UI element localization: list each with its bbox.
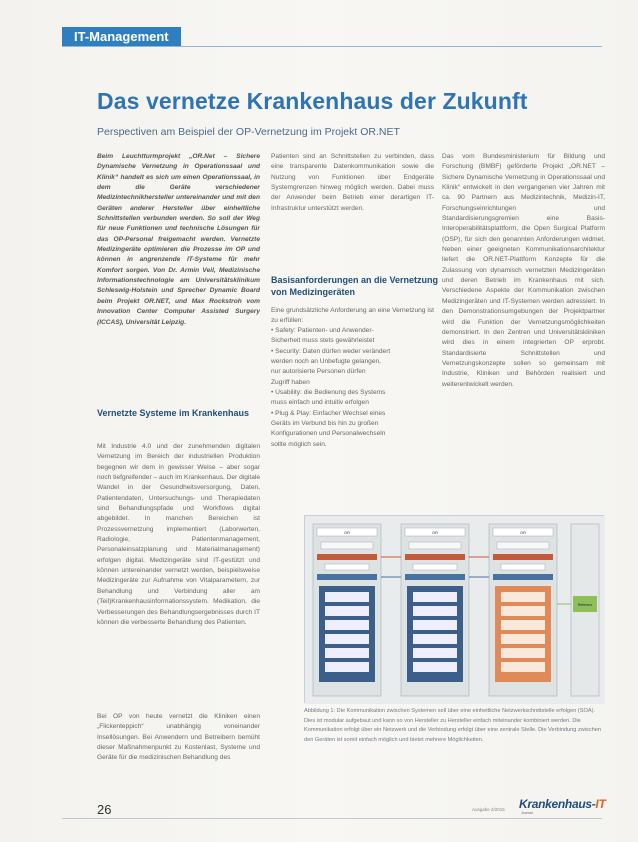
footer-rule <box>62 818 602 819</box>
list-item: • Usability: die Bedienung des Systems <box>271 389 386 397</box>
diagram-box-label: OR <box>520 530 526 535</box>
list-item: Geräts im Verbund bis hin zu großen <box>271 420 379 428</box>
article-title: Das vernetze Krankenhaus der Zukunft <box>97 88 528 114</box>
list-item: werden noch an Unbefugte gelangen, <box>271 358 381 366</box>
section-label: IT-Management <box>62 27 181 46</box>
list-item: nur autorisierte Personen dürfen <box>271 368 366 376</box>
list-item: sollte möglich sein. <box>271 440 327 448</box>
architecture-figure <box>304 515 604 703</box>
diagram-column-3 <box>489 524 557 696</box>
figure-caption: Abbildung 1: Die Kommunikation zwischen Systemen soll über eine einheitliche Netzwerkschnittstelle erfolgen (SOA). Dies ist modular aufgebaut und kann so von Hersteller zu Hersteller einfach miteinander kombiniert werden. Die Kommunikation erfolgt über ein Netzwerk und die Verbindung erfolgt über eine zentrale Stelle. Die Verbindung zwischen den Geräten ist somit einfach möglich und bietet mehrere Möglichkeiten. <box>304 708 601 743</box>
body-text-col3: Das vom Bundesministerium für Bildung und Forschung (BMBF) geförderte Projekt „OR.NET – Sichere Dynamische Vernetzung in Operationssaal und Klinik“ entwickelt in den vergangenen vier Jahren mit ca. 90 Partnern aus Medizintechnik, Medizin-IT, Forschungseinrichtungen und Standardisierungsgremien eine Basis-Interoperabilitätsplattform, die Open Surgical Platform (OSP), für sich den genannten Anforderungen widmet. Neben einer geeigneten Kommunikationsarchitektur liefert die OR.NET-Plattform Konzepte für die Zulassung von dynamisch vernetzten Medizingeräten und deren Betrieb im Krankenhaus mit sich. Verschiedene Aspekte der Kommunikation zwischen Medizingeräten und IT-Systemen werden adressiert. In den Demonstrationsumgebungen der Projektpartner wird die Funktion der Vernetzungsmöglichkeiten demonstriert. In den Zentren und Universitätskliniken wird dies in einem integrierten OP erprobt. Standardisierte Schnittstellen und Vernetzungskonzepte sollen so gemeinsam mit Industrie, Kliniken und Behörden realisiert und weiterentwickelt werden. <box>442 153 605 388</box>
body-text-col1: Mit Industrie 4.0 und der zunehmenden digitalen Vernetzung im Bereich der industriellen Produktion begegnen wir dem in gewisser Weise – aber sogar noch tiefgreifender – auch im Krankenhaus. Der digitale Wandel in der Gesundheitsversorgung, Daten, Patientendaten, Untersuchungs- und Therapiedaten sind Behandlungspfade und Workflows digital abgebildet. In manchen Bereichen ist Prozessvernetzung implementiert (Laborwerten, Radiologie, Patientenmanagement, Personaleinsatzplanung und Materialmanagement) erfolgen digital. Medizingeräte sind IT-gestützt und können untereinander vernetzt werden, beispielsweise Medizingeräte zur Aufnahme von Vitalparametern, zur Behandlung und Verbindung aller am (Teil)Krankenhausinformationssystem. Medikation, die Verbesserungen des Behandlungsergebnisses durch IT können die verbesserte Behandlung des Patienten. <box>97 443 260 626</box>
diagram-reference-column <box>571 524 599 696</box>
list-item: • Plug & Play: Einfacher Wechsel eines <box>271 409 386 417</box>
list-item: Konfigurationen und Personalwechseln <box>271 430 386 438</box>
lead-paragraph <box>97 152 260 392</box>
list-item: • Security: Daten dürfen weder verändert <box>271 347 391 355</box>
list-item: Sicherheit muss stets gewährleistet <box>271 337 375 345</box>
brand-subtitle: Journal <box>521 811 533 815</box>
section-heading-1: Vernetzte Systeme im Krankenhaus <box>97 408 250 418</box>
diagram-box-label: OR <box>432 530 438 535</box>
list-item: Zugriff haben <box>271 378 310 386</box>
brand-it: IT <box>595 797 606 811</box>
issue-label: Ausgabe 2/2015 <box>472 807 505 812</box>
list-item: • Safety: Patienten- und Anwender- <box>271 327 374 334</box>
lead-text: Beim Leuchtturmprojekt „OR.Net – Sichere Dynamische Vernetzung in Operationssaal und Klinik“ handelt es sich um einen Operationssaal, in dem die Geräte verschiedener Medizintechnikhersteller untereinander und mit den Geräten anderer Hersteller über einheitliche Schnittstellen verbunden werden. So soll der Weg für neue Funktionen und technische Lösungen für das OP-Personal freigemacht werden. Vernetzte Medizingeräte optimieren die Prozesse im OP und können in angrenzende IT-Systeme für mehr Komfort sorgen. Von Dr. Armin Veil, Medizinische Informationstechnologie am Universitätsklinikum Schleswig-Holstein und Sprecher Dynamic Board beim Projekt OR.NET, und Max Rockstroh vom Innovation Center Computer Assisted Surgery (ICCAS), Universität Leipzig. <box>97 153 260 326</box>
architecture-diagram <box>305 516 605 704</box>
page-number: 26 <box>97 802 112 817</box>
requirements-intro: Eine grundsätzliche Anforderung an eine Vernetzung ist zu erfüllen: <box>271 307 434 325</box>
diagram-column-2 <box>401 524 469 696</box>
diagram-box-label: Referenz <box>577 603 593 607</box>
header-rule <box>62 46 602 47</box>
diagram-box-label: OR <box>344 530 350 535</box>
brand-logo <box>519 797 606 811</box>
list-item: muss einfach und intuitiv erfolgen <box>271 399 369 407</box>
requirements-list <box>271 326 434 450</box>
brand-main: Krankenhaus- <box>519 797 596 811</box>
body-text-col2: Patienten sind an Schnittstellen zu verbinden, dass eine transparente Datenkommunikation sowie die Nutzung von Funktionen über Endgeräte Systemgrenzen hinweg möglich werden. Dabei muss der Anwender beim Betrieb einer derartigen IT-Infrastruktur unterstützt werden. <box>271 153 434 212</box>
body-text-col1b: Bei OP von heute vernetzt die Kliniken einen „Flickenteppich“ unabhängig voneinander Insellösungen. Bei Anwendern und Betreibern bemüht dieser Maßnahmenpunkt zu Kostenlast, Systeme und Geräte für die medizinischen Behandlung des <box>97 713 260 762</box>
section-heading-2: Basisanforderungen an die Vernetzung von Medizingeräten <box>271 275 439 297</box>
article-subtitle: Perspectiven am Beispiel der OP-Vernetzung im Projekt OR.NET <box>97 126 400 138</box>
diagram-column-1 <box>313 524 381 696</box>
